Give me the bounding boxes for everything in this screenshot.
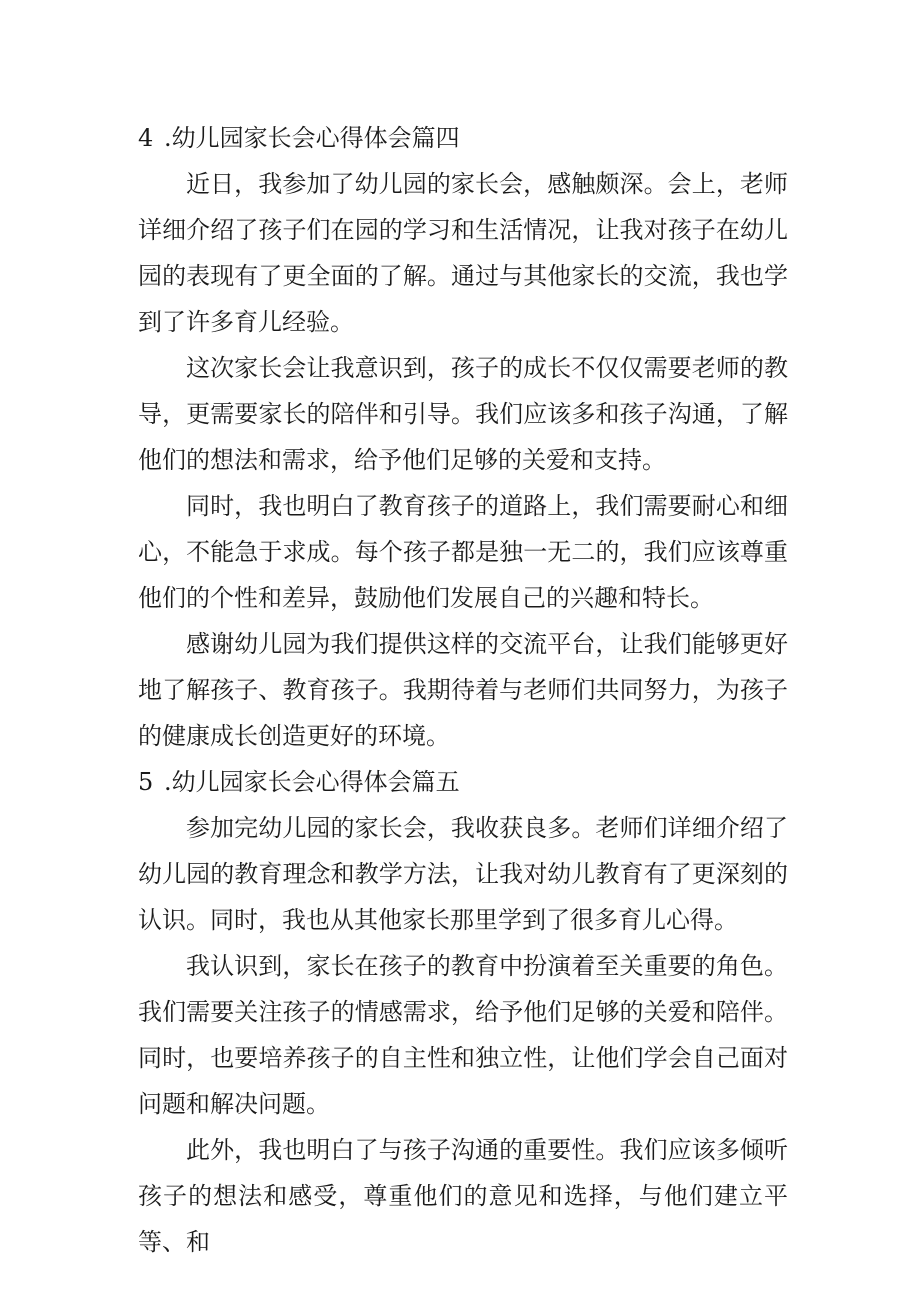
section-5-heading (138, 759, 788, 805)
section-5-number: 5 (138, 768, 154, 796)
section-5-paragraph-1: 参加完幼儿园的家长会，我收获良多。老师们详细介绍了幼儿园的教育理念和教学方法，让我对幼儿教育有了更深刻的认识。同时，我也从其他家长那里学到了很多育儿心得。 (138, 814, 788, 934)
document-body (138, 115, 788, 1265)
section-4-paragraph-3: 同时，我也明白了教育孩子的道路上，我们需要耐心和细心，不能急于求成。每个孩子都是独一无二的，我们应该尊重他们的个性和差异，鼓励他们发展自己的兴趣和特长。 (138, 492, 788, 612)
section-4-title: .幼儿园家长会心得体会篇四 (164, 124, 460, 152)
section-4-paragraph-4: 感谢幼儿园为我们提供这样的交流平台，让我们能够更好地了解孩子、教育孩子。我期待着与老师们共同努力，为孩子的健康成长创造更好的环境。 (138, 630, 788, 750)
section-4-paragraph-1: 近日，我参加了幼儿园的家长会，感触颇深。会上，老师详细介绍了孩子们在园的学习和生活情况，让我对孩子在幼儿园的表现有了更全面的了解。通过与其他家长的交流，我也学到了许多育儿经验。 (138, 170, 788, 336)
section-5-paragraph-3: 此外，我也明白了与孩子沟通的重要性。我们应该多倾听孩子的想法和感受，尊重他们的意见和选择，与他们建立平等、和 (138, 1136, 788, 1256)
section-5-title: .幼儿园家长会心得体会篇五 (164, 768, 460, 796)
section-4-heading (138, 115, 788, 161)
section-4-number: 4 (138, 124, 154, 152)
section-4-paragraph-2: 这次家长会让我意识到，孩子的成长不仅仅需要老师的教导，更需要家长的陪伴和引导。我们应该多和孩子沟通，了解他们的想法和需求，给予他们足够的关爱和支持。 (138, 354, 788, 474)
section-5-paragraph-2: 我认识到，家长在孩子的教育中扮演着至关重要的角色。我们需要关注孩子的情感需求，给予他们足够的关爱和陪伴。同时，也要培养孩子的自主性和独立性，让他们学会自己面对问题和解决问题。 (138, 952, 788, 1118)
